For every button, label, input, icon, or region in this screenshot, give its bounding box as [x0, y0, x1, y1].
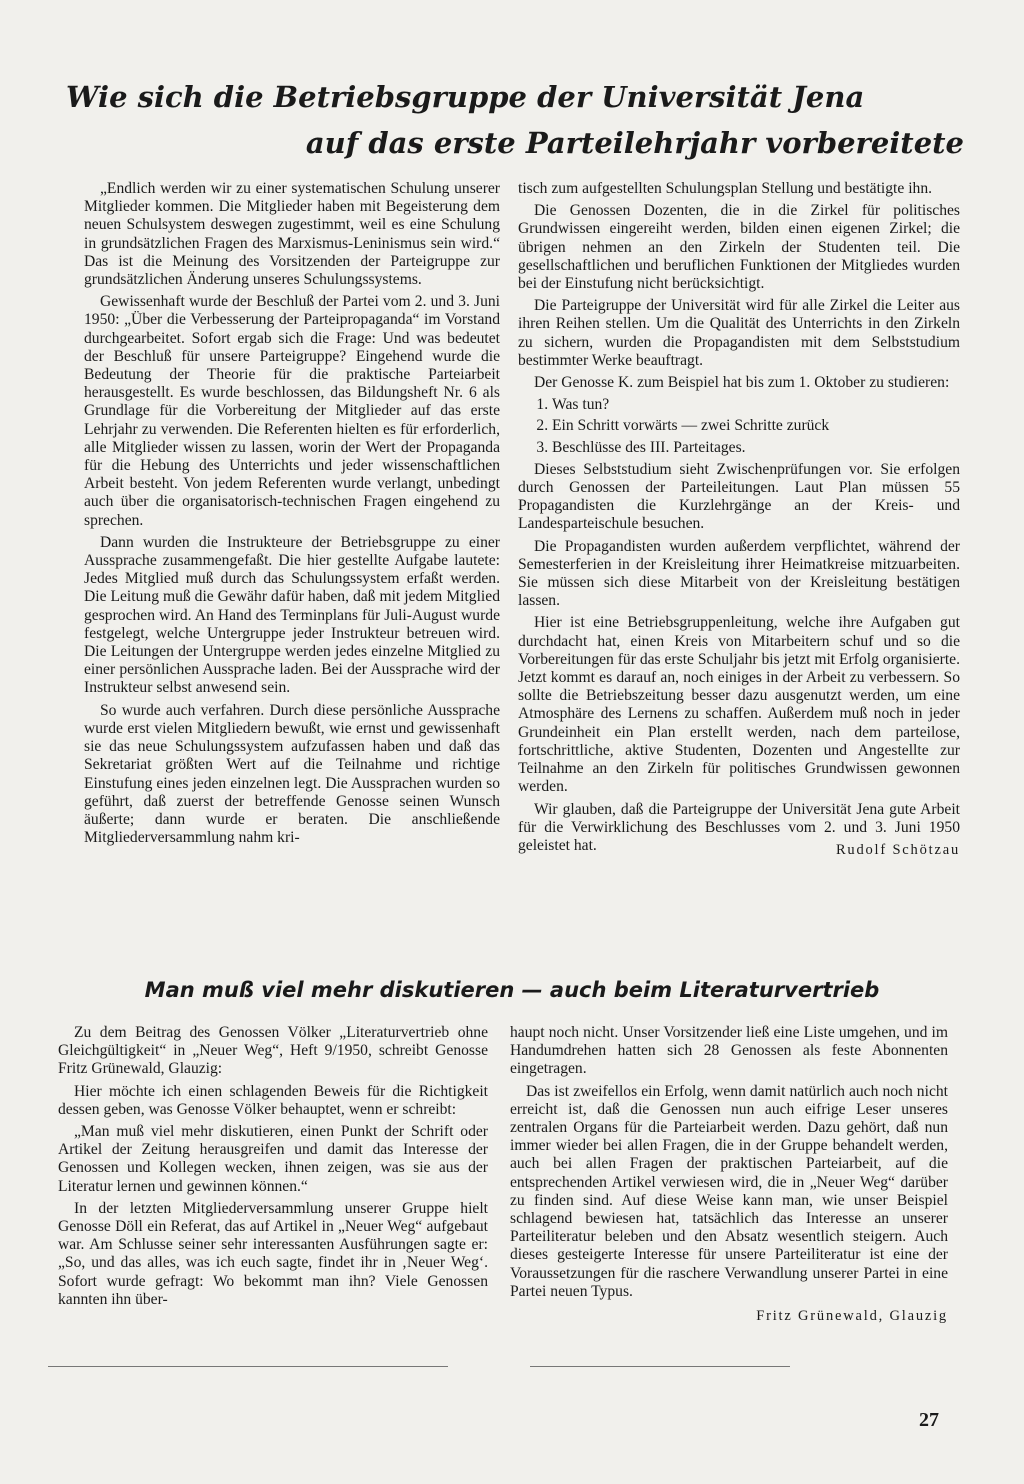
study-list-item: 2. Ein Schritt vorwärts — zwei Schritte zurück [552, 417, 960, 435]
article1-left-column [84, 180, 500, 851]
article2-paragraph: Das ist zweifellos ein Erfolg, wenn damit natürlich auch noch nicht erreicht ist, daß die Genossen nun auch eifrige Leser unseres zentralen Organs für die Parteiarbeit werden. Dazu gehört, daß nun immer wieder bei allen Fragen, die in der Gruppe behandelt werden, auch bei allen Fragen der praktischen Parteiarbeit, auf die entsprechenden Artikel verwiesen wird, die in „Neuer Weg“ darüber zu finden sind. Auf diese Weise kann man, wie unser Beispiel schlagend bewiesen hat, tatsächlich das Interesse an unserer Parteiliteratur beleben und den Absatz wesentlich steigern. Auch dieses gesteigerte Interesse für unsere Parteiliteratur ist eine der Voraussetzungen für die raschere Verwandlung unserer Partei in eine Partei neuen Typus. [510, 1082, 948, 1300]
study-list [518, 396, 960, 457]
article1-paragraph: Wir glauben, daß die Parteigruppe der Universität Jena gute Arbeit für die Verwirklichung des Beschlusses vom 2. und 3. Juni 1950 geleistet hat. [518, 800, 960, 854]
article2-paragraph: Hier möchte ich einen schlagenden Beweis für die Richtigkeit dessen geben, was Genosse Völker behauptet, wenn er schreibt: [58, 1082, 488, 1118]
page-number: 27 [919, 1409, 939, 1431]
article1-author: Rudolf Schötzau [835, 842, 960, 859]
article1-paragraph: Gewissenhaft wurde der Beschluß der Partei vom 2. und 3. Juni 1950: „Über die Verbesserung der Parteipropaganda“ im Vorstand durchgearbeitet. Sofort ergab sich die Frage: Und was bedeutet der Beschluß für unsere Parteigruppe? Eingehend wurde die Bedeutung der Theorie für die praktische Parteiarbeit herausgestellt. Es wurde beschlossen, das Bildungsheft Nr. 6 als Grundlage für die Vorbereitung der Mitglieder auf das erste Lehrjahr zu verwenden. Die Referenten hielten es für erforderlich, alle Mitglieder wissen zu lassen, worin der Wert der Propaganda für die Hebung des Unterrichts und jeder wissenschaftlichen Arbeit besteht. Von jedem Referenten wurde verlangt, unbedingt auch über die organisatorisch-technischen Fragen eingehend zu sprechen. [84, 293, 500, 529]
article2-quote: „Man muß viel mehr diskutieren, einen Punkt der Schrift oder Artikel der Zeitung herausgreifen und damit das Interesse der Genossen und Kollegen wecken, ihnen zeigen, was sie aus der Literatur lernen und gewinnen können.“ [58, 1123, 488, 1195]
article1-paragraph: tisch zum aufgestellten Schulungsplan Stellung und bestätigte ihn. [518, 180, 933, 197]
article1-paragraph: Die Genossen Dozenten, die in die Zirkel für politisches Grundwissen eingereiht werden, bilden einen eigenen Zirkel; die übrigen nehmen an den Zirkeln der Studenten teil. Die gesellschaftlichen und beruflichen Funktionen der Mitgliedes wurden bei der Einstufung nicht berücksichtigt. [518, 202, 960, 293]
article1-right-column [518, 180, 960, 863]
article1-paragraph: Dann wurden die Instrukteure der Betriebsgruppe zu einer Aussprache zusammengefaßt. Die hier gestellte Aufgabe lautete: Jedes Mitglied muß durch das Schulungssystem erfaßt werden. Die Leitung muß die Gewähr dafür haben, daß mit jedem Mitglied gesprochen wird. An Hand des Terminplans für Juli-August wurde festgelegt, welche Untergruppe jeder Instrukteur betreuen wird. Die Leitungen der Untergruppe werden jedes einzelne Mitglied zu einer persönlichen Aussprache laden. Bei der Aussprache wird der Instrukteur selbst anwesend sein. [84, 533, 500, 697]
article1-paragraph: Die Propagandisten wurden außerdem verpflichtet, während der Semesterferien in der Kreisleitung ihrer Heimatkreise mitzuarbeiten. Sie müssen sich diese Mitarbeit von der Kreisleitung bestätigen lassen. [518, 537, 960, 610]
bottom-rule-right [530, 1366, 790, 1367]
article2-title: Man muß viel mehr diskutieren — auch beim Literaturvertrieb [144, 978, 880, 1002]
study-list-item: 1. Was tun? [552, 396, 960, 414]
article2-paragraph: In der letzten Mitgliederversammlung unserer Gruppe hielt Genosse Döll ein Referat, das auf Artikel in „Neuer Weg“ aufgebaut war. Am Schlusse seiner sehr interessanten Ausführungen sagte er: „So, und das alles, was ich euch sagte, findet ihr in ‚Neuer Weg‘. Sofort wurde gefragt: Wo bekommt man ihn? Viele Genossen kannten ihn über- [58, 1199, 488, 1308]
article1-title-line1: Wie sich die Betriebsgruppe der Universität Jena [66, 80, 865, 114]
article1-paragraph: Die Parteigruppe der Universität wird für alle Zirkel die Leiter aus ihren Reihen stellen. Um die Qualität des Unterrichts in den Zirkeln zu sichern, wurden die Propagandisten mit dem Selbststudium bestimmter Werke beauftragt. [518, 297, 960, 369]
article2-right-column [510, 1024, 948, 1329]
article2-author: Fritz Grünewald, Glauzig [756, 1308, 948, 1325]
article1-title-line2: auf das erste Parteilehrjahr vorbereitete [305, 126, 964, 160]
bottom-rule-left [48, 1366, 448, 1367]
article1-paragraph: Der Genosse K. zum Beispiel hat bis zum 1. Oktober zu studieren: [534, 374, 950, 392]
article2-paragraph: Zu dem Beitrag des Genossen Völker „Literaturvertrieb ohne Gleichgültigkeit“ in „Neuer Weg“, Heft 9/1950, schreibt Genosse Fritz Grünewald, Glauzig: [58, 1024, 488, 1078]
article1-paragraph: Dieses Selbststudium sieht Zwischenprüfungen vor. Sie erfolgen durch Genossen der Parteileitungen. Laut Plan müssen 55 Propagandisten die Kurzlehrgänge an der Kreis- und Landesparteischule besuchen. [518, 460, 960, 533]
article1-paragraph: So wurde auch verfahren. Durch diese persönliche Aussprache wurde erst vielen Mitgliedern bewußt, wie ernst und gewissenhaft sie das neue Schulungssystem aufzufassen haben und daß das Sekretariat größten Wert auf die Teilnahme und richtige Einstufung eines jeden einzelnen legt. Die Aussprachen wurden so geführt, daß zuerst der betreffende Genosse seinen Wunsch äußerte; dann wurde er beraten. Die anschließende Mitgliederversammlung nahm kri- [84, 701, 500, 847]
article2-left-column [58, 1024, 488, 1313]
article1-paragraph: Hier ist eine Betriebsgruppenleitung, welche ihre Aufgaben gut durchdacht hat, einen Kreis von Mitarbeitern schuf und so die Vorbereitungen für das erste Schuljahr bis jetzt mit Erfolg organisierte. Jetzt kommt es darauf an, noch einiges in der Arbeit zu verbessern. So sollte die Betriebszeitung besser dazu ausgenutzt werden, um eine Atmosphäre des Lernens zu schaffen. Außerdem muß noch in jeder Grundeinheit ein Plan erstellt werden, nach dem parteilose, fortschrittliche, aktive Studenten, Dozenten und Angestellte zur Teilnahme an den Zirkeln für politisches Grundwissen gewonnen werden. [518, 614, 960, 796]
article2-paragraph: haupt noch nicht. Unser Vorsitzender ließ eine Liste umgehen, und im Handumdrehen hatten sich 28 Genossen als feste Abonnenten eingetragen. [510, 1024, 948, 1078]
article1-paragraph: „Endlich werden wir zu einer systematischen Schulung unserer Mitglieder kommen. Die Mitglieder haben mit Begeisterung dem neuen Schulsystem deswegen zugestimmt, weil es eine Schulung in grundsätzlichen Fragen des Marxismus-Leninismus sein wird.“ Das ist die Meinung des Vorsitzenden der Parteigruppe zur grundsätzlichen Änderung unseres Schulungssystems. [84, 180, 500, 289]
study-list-item: 3. Beschlüsse des III. Parteitages. [552, 439, 960, 457]
